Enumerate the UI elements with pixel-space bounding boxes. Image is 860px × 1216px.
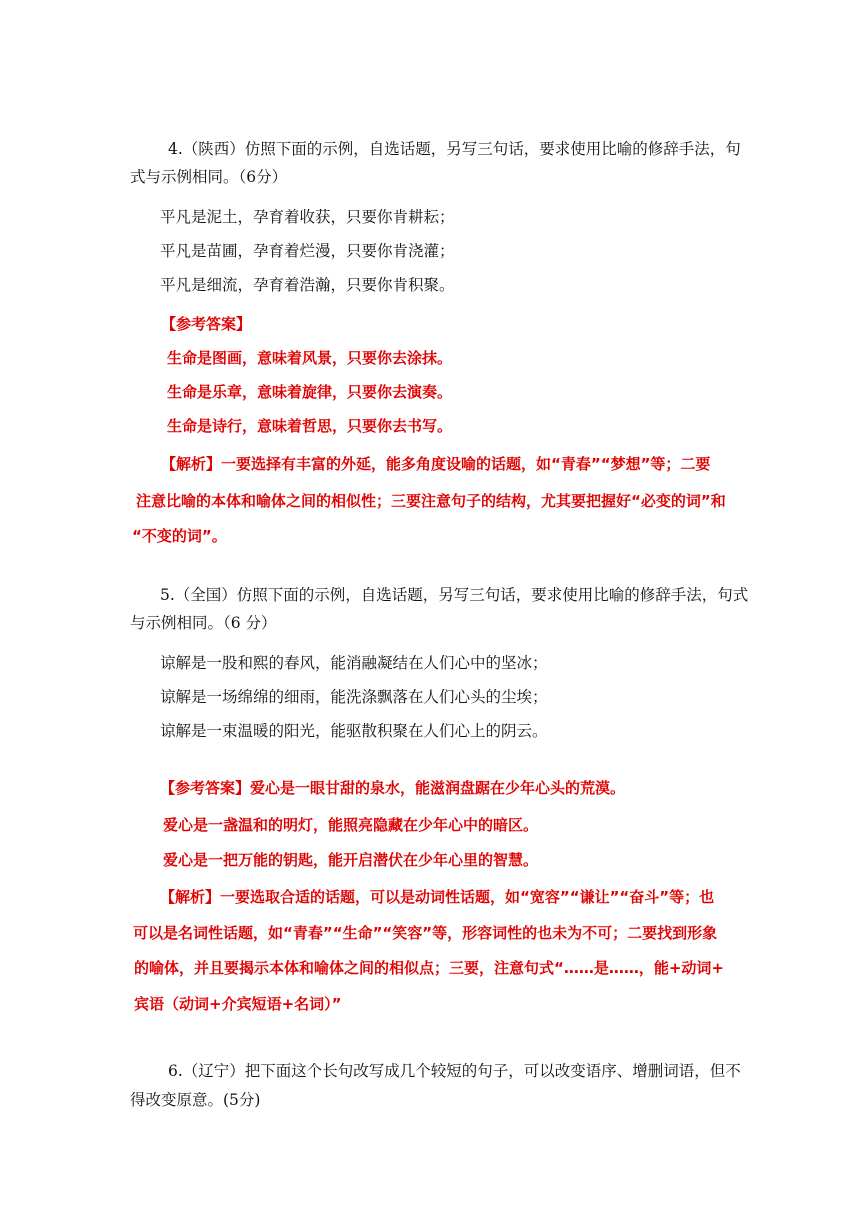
q4-answer-3: 生命是诗行，意味着哲思，只要你去书写。 (167, 417, 453, 435)
q4-example-1: 平凡是泥土，孕育着收获，只要你肯耕耘； (160, 208, 455, 226)
q4-line-1: 4.（陕西）仿照下面的示例，自选话题，另写三句话，要求使用比喻的修辞手法，句 (168, 140, 741, 158)
q5-answer-1: 【参考答案】爱心是一眼甘甜的泉水，能滋润盘踞在少年心头的荒漠。 (160, 779, 626, 797)
q5-answer-2: 爱心是一盏温和的明灯，能照亮隐藏在少年心中的暗区。 (163, 816, 539, 834)
q5-example-1: 谅解是一股和熙的春风，能消融凝结在人们心中的坚冰； (160, 654, 548, 672)
q4-analysis-line-1: 【解析】一要选择有丰富的外延，能多角度设喻的话题，如“青春”“梦想”等；二要 (161, 455, 711, 473)
q4-analysis-line-2: 注意比喻的本体和喻体之间的相似性；三要注意句子的结构，尤其要把握好“必变的词”和 (136, 492, 726, 510)
q4-answer-1: 生命是图画，意味着风景，只要你去涂抹。 (167, 349, 453, 367)
q4-example-2: 平凡是苗圃，孕育着烂漫，只要你肯浇灌； (160, 242, 455, 260)
q5-line-2: 与示例相同。（6 分） (130, 614, 277, 632)
q5-example-2: 谅解是一场绵绵的细雨，能洗涤飘落在人们心头的尘埃； (160, 688, 548, 706)
q5-line-1: 5.（全国）仿照下面的示例，自选话题，另写三句话，要求使用比喻的修辞手法，句式 (160, 586, 749, 604)
q5-analysis-line-1: 【解析】一要选取合适的话题，可以是动词性话题，如“宽容”“谦让”“奋斗”等；也 (160, 888, 715, 906)
q4-line-2: 式与示例相同。（6分） (130, 168, 288, 186)
q4-example-3: 平凡是细流，孕育着浩瀚，只要你肯积聚。 (160, 276, 455, 294)
q5-analysis-line-4: 宾语（动词+介宾短语+名词）” (134, 995, 342, 1013)
q4-analysis-line-3: “不变的词”。 (132, 527, 227, 545)
q5-analysis-line-3: 的喻体，并且要揭示本体和喻体之间的相似点；三要，注意句式“……是……，能+动词+ (134, 959, 724, 977)
q5-answer-3: 爱心是一把万能的钥匙，能开启潜伏在少年心里的智慧。 (163, 851, 539, 869)
q6-line-1: 6.（辽宁）把下面这个长句改写成几个较短的句子，可以改变语序、增删词语，但不 (168, 1062, 741, 1080)
q5-example-3: 谅解是一束温暖的阳光，能驱散积聚在人们心上的阴云。 (160, 722, 548, 740)
q4-answer-label: 【参考答案】 (161, 315, 252, 333)
q5-analysis-line-2: 可以是名词性话题，如“青春”“生命”“笑容”等，形容词性的也未为不可；二要找到形象 (133, 924, 718, 942)
q4-answer-2: 生命是乐章，意味着旋律，只要你去演奏。 (167, 383, 453, 401)
q6-line-2: 得改变原意。(5分) (130, 1091, 261, 1109)
